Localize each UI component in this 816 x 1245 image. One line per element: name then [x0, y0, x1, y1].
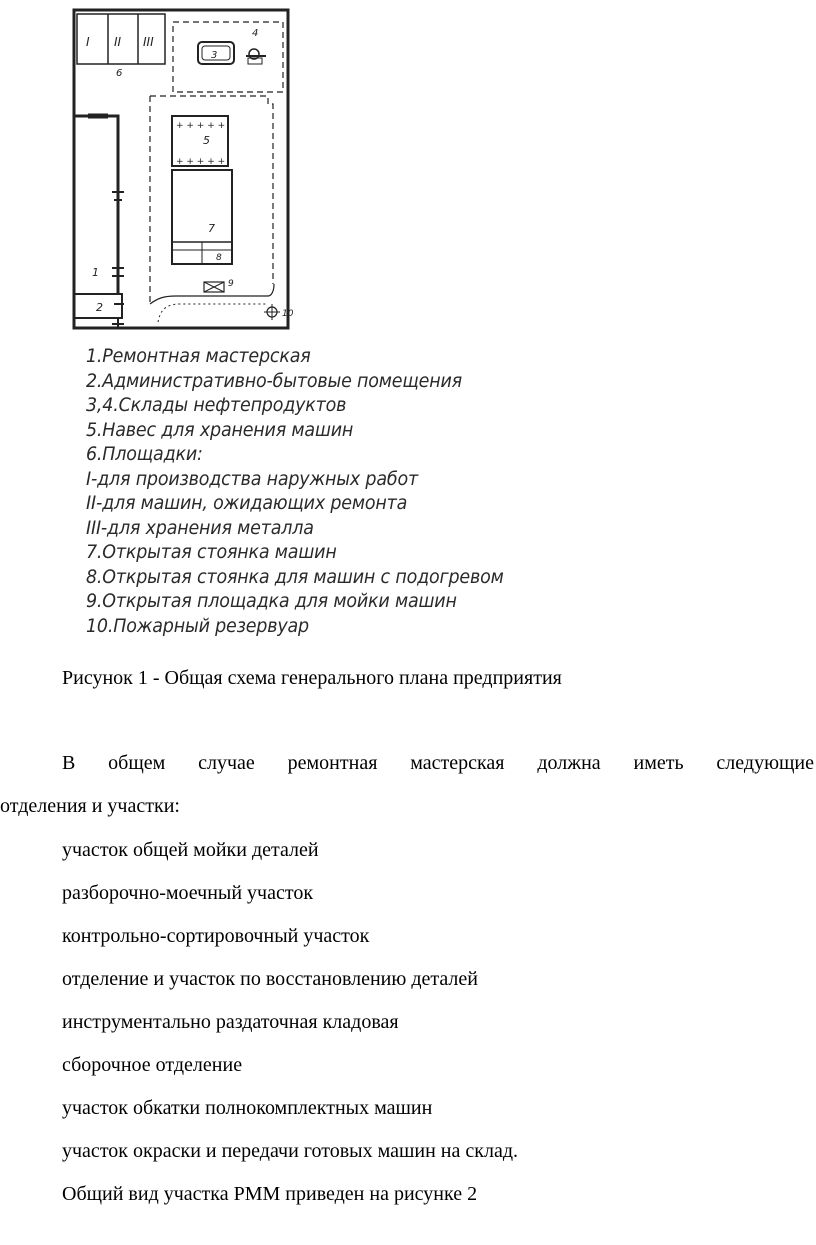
legend-item: 6.Площадки:: [86, 443, 203, 465]
list-item: участок обкатки полнокомплектных машин: [62, 1097, 433, 1119]
label-7: 7: [208, 222, 215, 235]
label-4: 4: [252, 28, 259, 39]
svg-text:+ + + + +: + + + + +: [176, 157, 226, 167]
list-item: отделение и участок по восстановлению деталей: [62, 968, 478, 990]
list-item: сборочное отделение: [62, 1054, 243, 1076]
legend-item: 3,4.Склады нефтепродуктов: [86, 394, 347, 416]
figure-legend: [86, 344, 606, 638]
list-item: участок общей мойки деталей: [62, 839, 319, 861]
label-3: 3: [211, 50, 218, 61]
list-item: инструментально раздаточная кладовая: [62, 1011, 399, 1033]
site-plan-drawing: [68, 4, 294, 334]
legend-item: 1.Ремонтная мастерская: [86, 345, 311, 367]
label-8: 8: [216, 253, 222, 263]
site-plan-figure: [68, 4, 294, 334]
legend-item: 8.Открытая стоянка для машин с подогревом: [86, 565, 504, 588]
legend-item: 7.Открытая стоянка машин: [86, 541, 337, 563]
label-area-III: III: [143, 35, 154, 49]
list-item: участок окраски и передачи готовых машин на склад.: [62, 1140, 519, 1162]
figure-caption: Рисунок 1 - Общая схема генерального плана предприятия: [62, 667, 562, 689]
sections-list: [62, 838, 518, 1225]
legend-item: 10.Пожарный резервуар: [86, 614, 309, 637]
label-6: 6: [116, 68, 123, 79]
label-10: 10: [282, 309, 294, 319]
list-item: Общий вид участка РММ приведен на рисунке 2: [62, 1183, 478, 1205]
legend-item: 5.Навес для хранения машин: [86, 418, 354, 441]
legend-item: I-для производства наружных работ: [86, 467, 418, 490]
list-item: разборочно-моечный участок: [62, 882, 314, 904]
label-5: 5: [203, 134, 210, 147]
fuel-storage-zone: [173, 22, 283, 92]
label-9: 9: [228, 279, 234, 289]
svg-text:+ + + + +: + + + + +: [176, 121, 226, 131]
label-area-I: I: [86, 35, 90, 49]
legend-item: II-для машин, ожидающих ремонта: [86, 492, 408, 514]
label-1: 1: [92, 266, 99, 279]
paragraph-line: отделения и участки:: [0, 795, 180, 817]
label-2: 2: [96, 301, 103, 314]
list-item: контрольно-сортировочный участок: [62, 925, 370, 947]
label-area-II: II: [114, 35, 122, 49]
paragraph-line: В общем случае ремонтная мастерская должна иметь следующие: [62, 752, 814, 774]
legend-item: 2.Административно-бытовые помещения: [86, 369, 462, 392]
legend-item: III-для хранения металла: [86, 516, 314, 539]
legend-item: 9.Открытая площадка для мойки машин: [86, 590, 457, 612]
